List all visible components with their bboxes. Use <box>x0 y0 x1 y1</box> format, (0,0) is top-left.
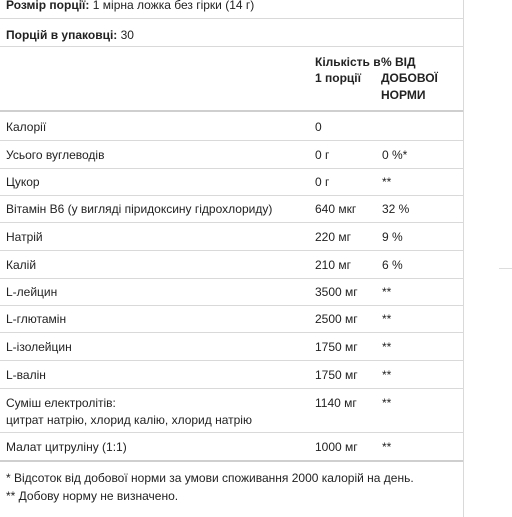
nutrient-dv: ** <box>382 396 392 410</box>
nutrient-name: L-валін <box>6 368 46 382</box>
nutrient-name: Калорії <box>6 120 47 134</box>
dv-header-line2: ДОБОВОЇ <box>381 71 438 85</box>
nutrient-name-line2: цитрат натрію, хлорид калію, хлорид натрію <box>6 413 252 427</box>
nutrient-name: Калій <box>6 258 37 272</box>
dv-header-line3: НОРМИ <box>381 88 426 102</box>
nutrient-name: L-ізолейцин <box>6 340 72 354</box>
row-divider <box>0 360 463 361</box>
footnote-daily-value: * Відсоток від добової норми за умови споживання 2000 калорій на день. <box>6 471 414 485</box>
nutrient-name: L-лейцин <box>6 285 58 299</box>
amount-header-line2: 1 порції <box>315 71 362 85</box>
row-divider <box>0 195 463 196</box>
footnote-not-established: ** Добову норму не визначено. <box>6 489 179 503</box>
nutrient-name: L-глютамін <box>6 312 67 326</box>
nutrient-dv: ** <box>382 312 392 326</box>
nutrient-name: Малат цитруліну (1:1) <box>6 440 127 454</box>
servings-label: Порцій в упаковці: <box>6 28 118 42</box>
nutrient-amount: 640 мкг <box>315 202 357 216</box>
nutrient-amount: 1140 мг <box>315 396 357 410</box>
divider <box>0 46 463 47</box>
nutrient-amount: 210 мг <box>315 258 351 272</box>
servings-per-container <box>6 28 134 43</box>
row-divider <box>0 305 463 306</box>
nutrient-amount: 1750 мг <box>315 368 358 382</box>
serving-size-value: 1 мірна ложка без гірки (14 г) <box>92 0 255 12</box>
nutrient-dv: ** <box>382 340 392 354</box>
nutrient-name: Натрій <box>6 230 43 244</box>
nutrient-name: Вітамін B6 (у вигляді піридоксину гідрохлориду) <box>6 202 273 216</box>
nutrient-amount: 3500 мг <box>315 285 358 299</box>
divider <box>0 18 463 19</box>
row-divider <box>0 432 463 433</box>
serving-size-label: Розмір порції: <box>6 0 90 12</box>
footer-divider <box>0 460 463 462</box>
row-divider <box>0 332 463 333</box>
nutrient-dv: 6 % <box>382 258 403 272</box>
header-divider <box>0 110 463 112</box>
row-divider <box>0 168 463 169</box>
row-divider <box>0 278 463 279</box>
nutrient-amount: 1750 мг <box>315 340 358 354</box>
nutrient-amount: 0 <box>315 120 322 134</box>
nutrient-dv: ** <box>382 368 392 382</box>
nutrient-name: Суміш електролітів: <box>6 396 116 410</box>
nutrient-dv: 0 %* <box>382 148 408 162</box>
nutrient-name: Цукор <box>6 175 40 189</box>
row-divider <box>0 250 463 251</box>
amount-header-line1: Кількість в <box>315 55 381 69</box>
nutrient-amount: 0 г <box>315 175 330 189</box>
nutrient-dv: 9 % <box>382 230 403 244</box>
nutrient-amount: 220 мг <box>315 230 351 244</box>
divider <box>499 268 512 269</box>
servings-value: 30 <box>120 28 134 42</box>
row-divider <box>0 140 463 141</box>
dv-header-line1: % ВІД <box>381 55 416 69</box>
nutrient-dv: ** <box>382 440 392 454</box>
row-divider <box>0 222 463 223</box>
nutrient-dv: ** <box>382 175 392 189</box>
nutrient-dv: ** <box>382 285 392 299</box>
nutrient-amount: 0 г <box>315 148 330 162</box>
nutrient-name: Усього вуглеводів <box>6 148 105 162</box>
serving-size <box>6 0 254 13</box>
nutrient-amount: 1000 мг <box>315 440 358 454</box>
nutrient-amount: 2500 мг <box>315 312 358 326</box>
row-divider <box>0 388 463 389</box>
nutrient-dv: 32 % <box>382 202 410 216</box>
